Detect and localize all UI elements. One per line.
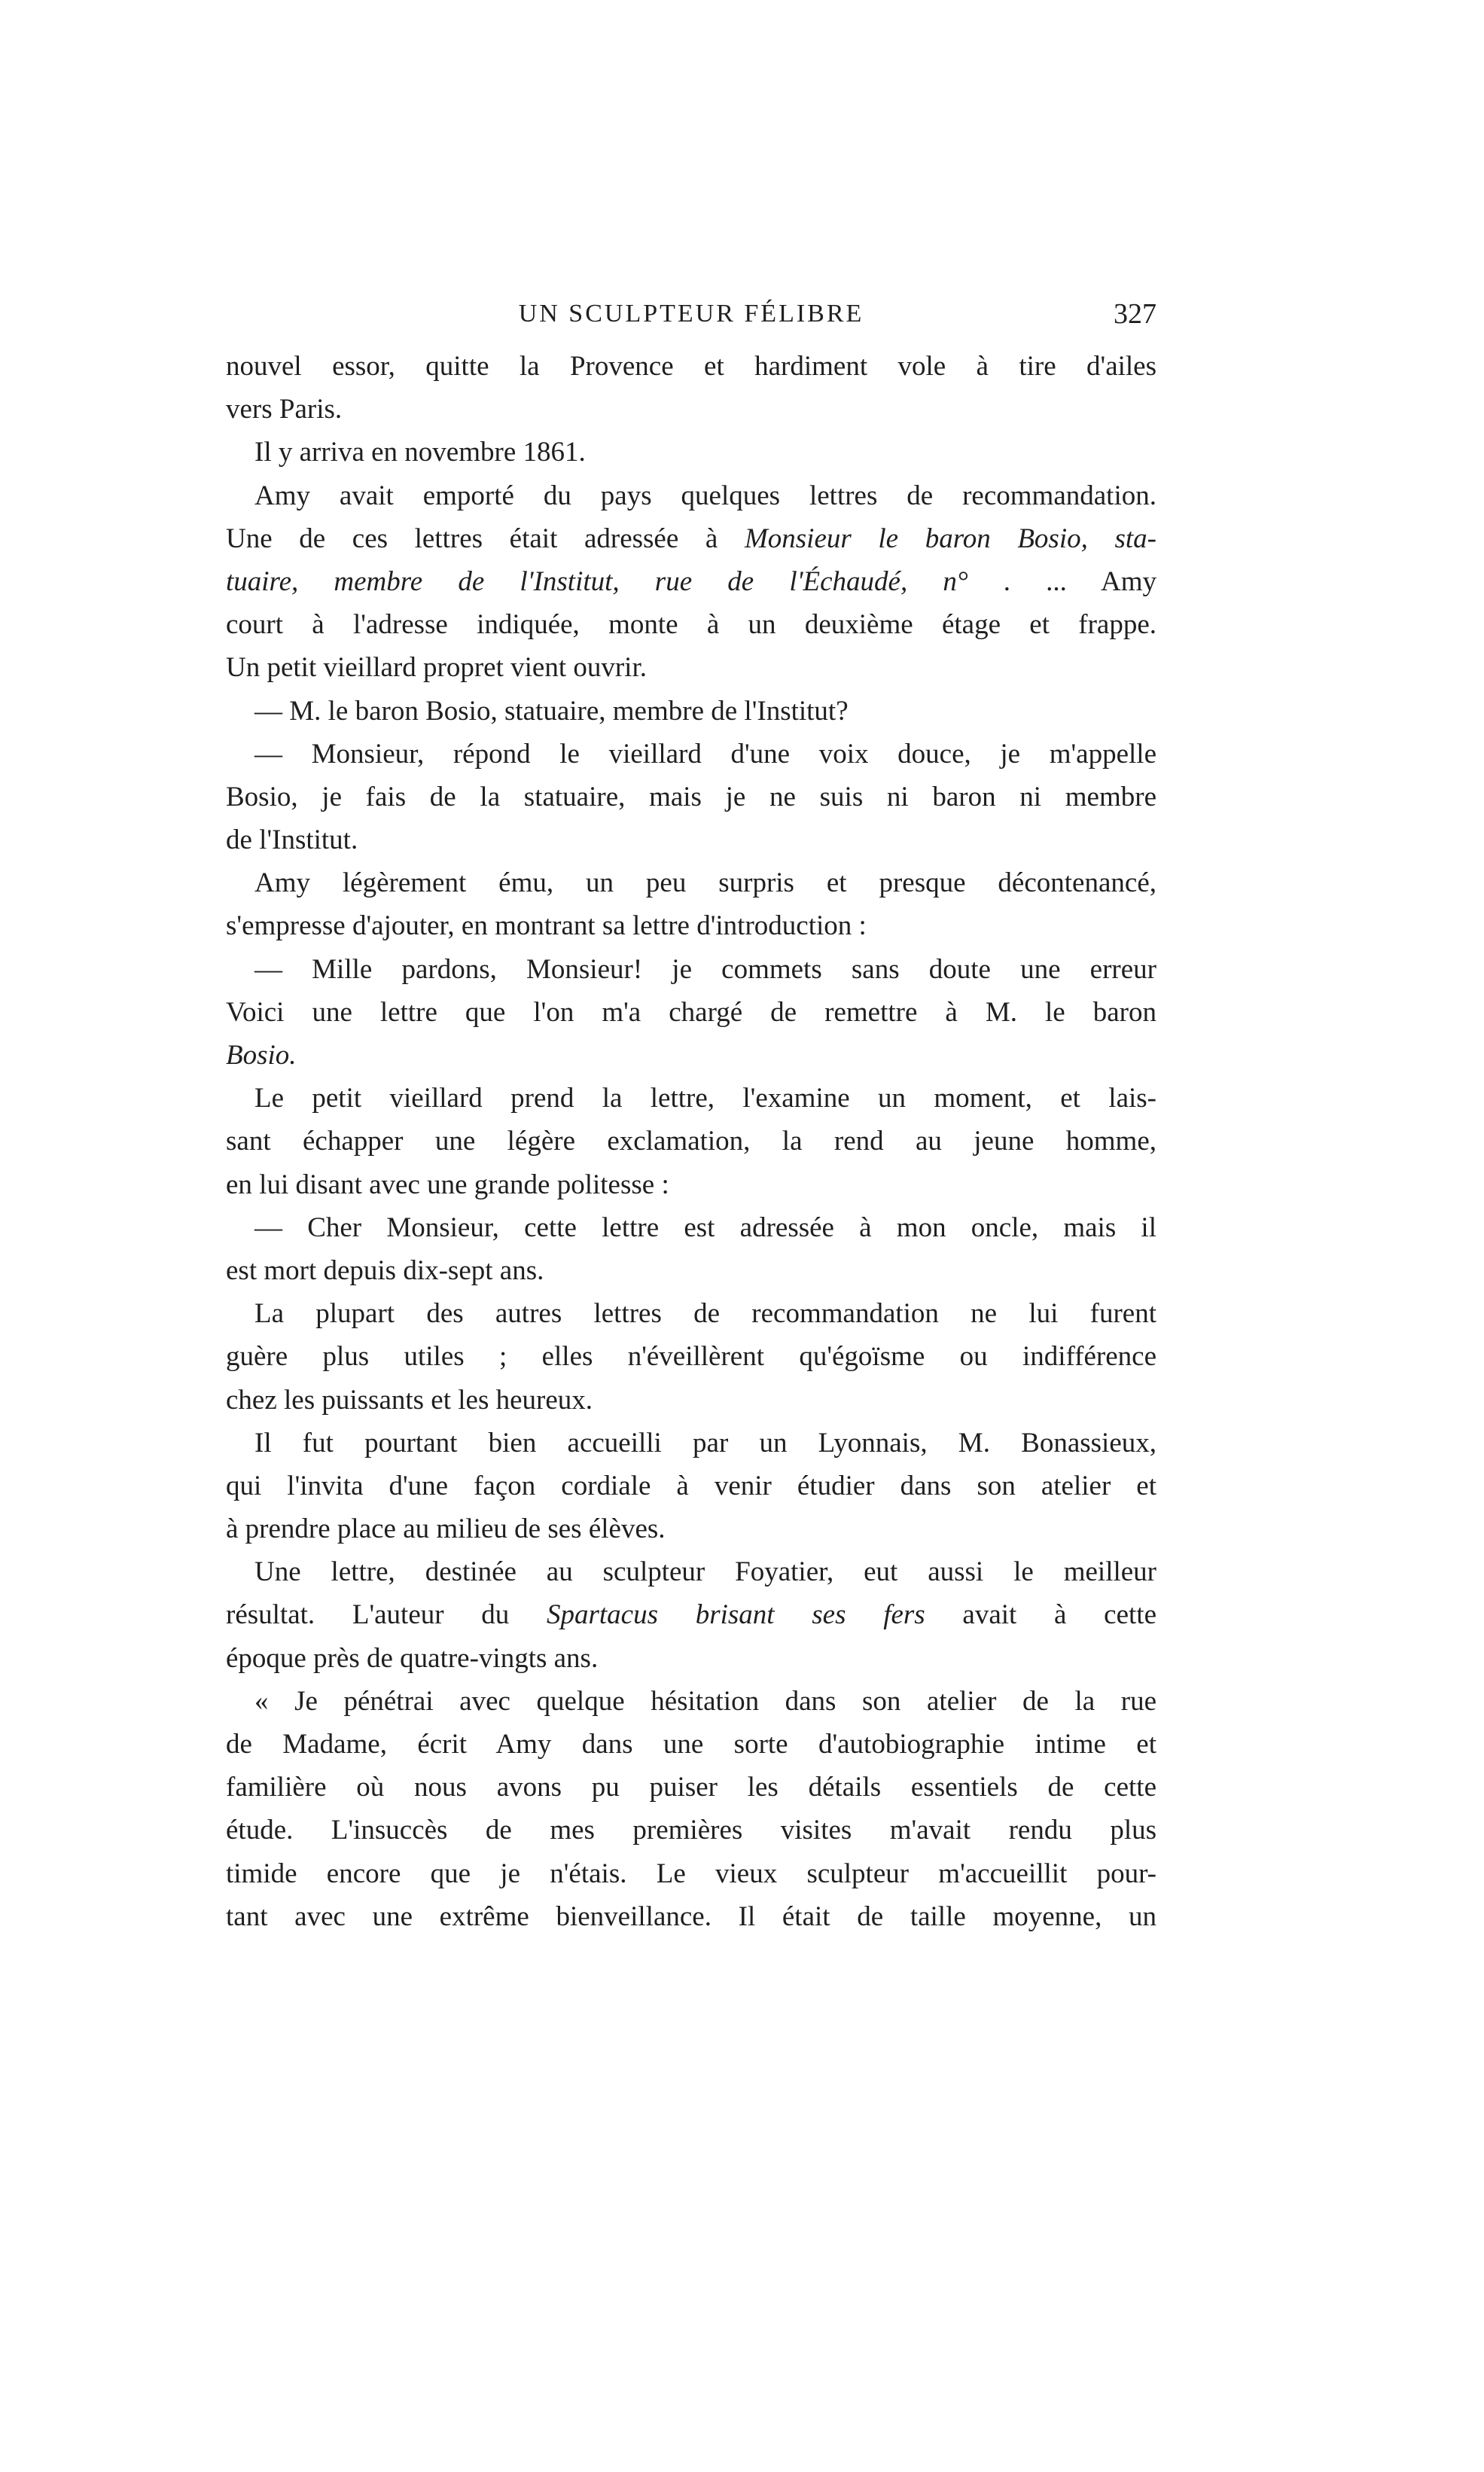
text-segment: Une de ces lettres était adressée à (226, 523, 745, 554)
text-line: Voici une lettre que l'on m'a chargé de remettre à M. le baron (226, 996, 1156, 1028)
text-segment: résultat. L'auteur du (226, 1599, 547, 1631)
text-line (226, 517, 1156, 560)
text-line: tant avec une extrême bienveillance. Il était de taille moyenne, un (226, 1900, 1156, 1932)
running-head (226, 295, 1156, 333)
text-line: en lui disant avec une grande politesse : (226, 1169, 669, 1200)
text-line: de l'Institut. (226, 825, 358, 856)
text-line: court à l'adresse indiquée, monte à un deuxième étage et frappe. (226, 609, 1156, 641)
running-title: UN SCULPTEUR FÉLIBRE (518, 300, 864, 328)
text-line: guère plus utiles ; elles n'éveillèrent qu'égoïsme ou indifférence (226, 1341, 1156, 1373)
text-line: époque près de quatre-vingts ans. (226, 1642, 599, 1674)
italic-segment: Spartacus brisant ses fers (547, 1599, 925, 1631)
text-line: Une lettre, destinée au sculpteur Foyatier, eut aussi le meilleur (254, 1556, 1156, 1588)
text-line (226, 560, 1156, 603)
text-line: sant échapper une légère exclamation, la rend au jeune homme, (226, 1126, 1156, 1157)
italic-segment: Monsieur le baron Bosio, sta- (744, 523, 1156, 554)
text-line: à prendre place au milieu de ses élèves. (226, 1513, 666, 1545)
text-line: qui l'invita d'une façon cordiale à venir étudier dans son atelier et (226, 1470, 1156, 1501)
text-line: — Mille pardons, Monsieur! je commets sans doute une erreur (254, 953, 1156, 985)
text-line: nouvel essor, quitte la Provence et hardiment vole à tire d'ailes (226, 351, 1156, 382)
page-number: 327 (1114, 298, 1156, 330)
text-line: Il y arriva en novembre 1861. (254, 437, 586, 468)
text-line: La plupart des autres lettres de recommandation ne lui furent (254, 1298, 1156, 1330)
text-line: familière où nous avons pu puiser les détails essentiels de cette (226, 1772, 1156, 1803)
text-line: timide encore que je n'étais. Le vieux sculpteur m'accueillit pour- (226, 1858, 1156, 1889)
text-line: Le petit vieillard prend la lettre, l'examine un moment, et lais- (254, 1083, 1156, 1114)
italic-segment: tuaire, membre de l'Institut, rue de l'Échaudé, n° (226, 565, 968, 597)
text-line: « Je pénétrai avec quelque hésitation dans son atelier de la rue (254, 1685, 1156, 1717)
text-line (226, 1593, 1156, 1636)
text-line: — Cher Monsieur, cette lettre est adressée à mon oncle, mais il (254, 1212, 1156, 1243)
text-segment: avait à cette (925, 1599, 1157, 1631)
text-line: est mort depuis dix-sept ans. (226, 1254, 544, 1286)
text-line: Amy avait emporté du pays quelques lettres de recommandation. (254, 480, 1156, 511)
text-line: de Madame, écrit Amy dans une sorte d'autobiographie intime et (226, 1729, 1156, 1760)
text-line: Bosio. (226, 1040, 297, 1071)
text-segment: . ... Amy (967, 565, 1156, 597)
text-line: Un petit vieillard propret vient ouvrir. (226, 652, 647, 684)
text-line: — M. le baron Bosio, statuaire, membre de l'Institut? (254, 695, 849, 727)
body-text (226, 345, 1156, 1938)
text-line: Il fut pourtant bien accueilli par un Lyonnais, M. Bonassieux, (254, 1427, 1156, 1459)
text-line: — Monsieur, répond le vieillard d'une voix douce, je m'appelle (254, 738, 1156, 770)
text-line: chez les puissants et les heureux. (226, 1384, 593, 1416)
text-line: s'empresse d'ajouter, en montrant sa lettre d'introduction : (226, 910, 867, 942)
text-line: Bosio, je fais de la statuaire, mais je ne suis ni baron ni membre (226, 781, 1156, 812)
text-line: vers Paris. (226, 394, 343, 425)
text-line: Amy légèrement ému, un peu surpris et presque décontenancé, (254, 867, 1156, 899)
text-line: étude. L'insuccès de mes premières visites m'avait rendu plus (226, 1815, 1156, 1846)
